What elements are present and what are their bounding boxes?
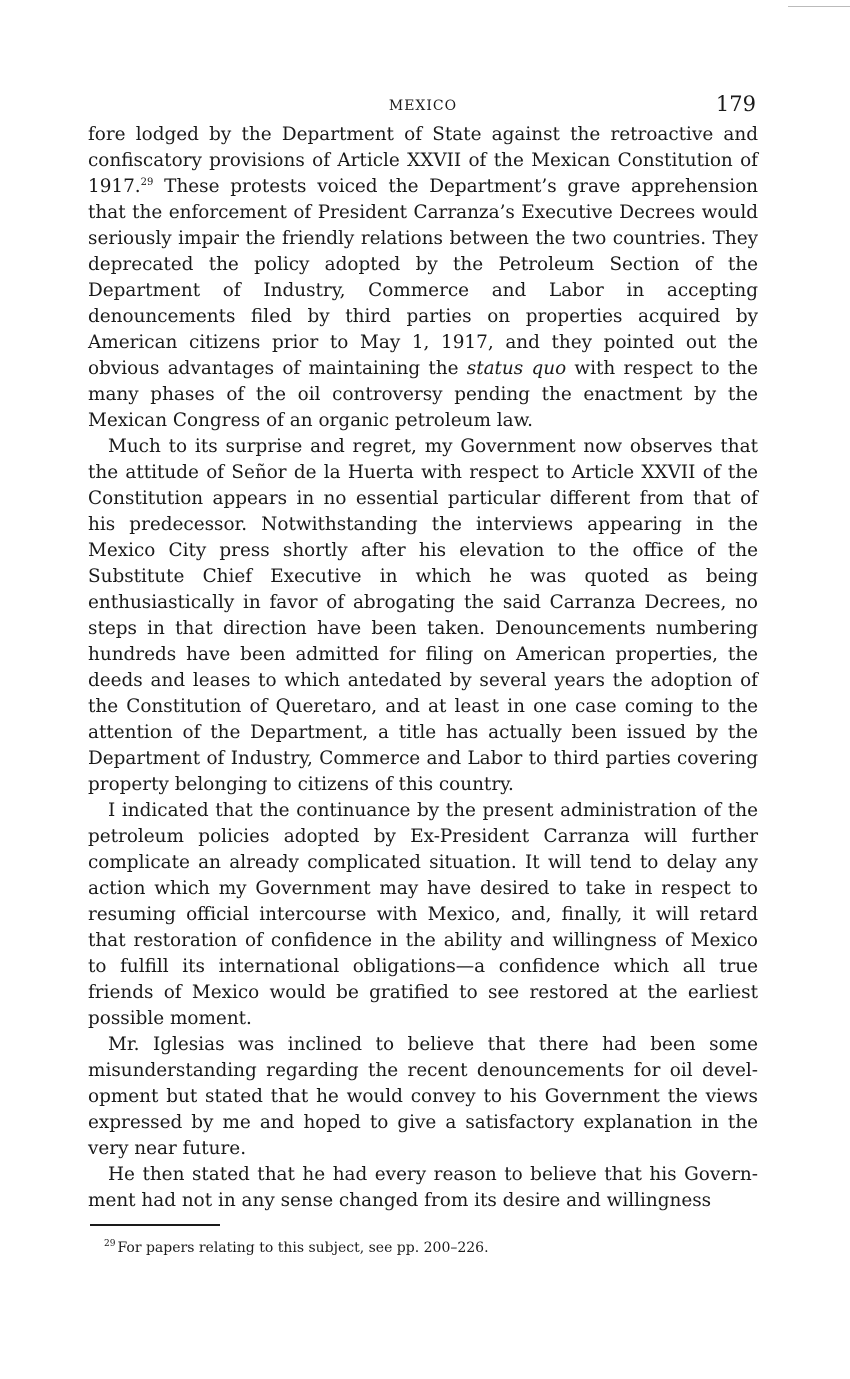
italic-phrase: status quo — [466, 358, 567, 379]
page-number: 179 — [715, 92, 756, 116]
footnote-divider — [90, 1224, 220, 1226]
paragraph-1-part-c: with respect to the many phases of the oil controversy pending the enactment by the Mexican Congress of an organic petroleum law. — [88, 358, 759, 431]
paragraph-3: I indicated that the continuance by the present administration of the petroleum policies adopted by Ex-President Carranza will further complicate an already complicated situation. It will tend to delay any action which my Government may have desired to take in respect to resuming official intercourse with Mexico, and, finally, it will retard that restoration of confidence in the ability and willingness of Mexico to fulfill its international obligations—a confidence which all true friends of Mexico would be gratified to see restored at the earliest possible moment. — [88, 800, 758, 1029]
footnote-text: For papers relating to this subject, see pp. 200–226. — [117, 1240, 489, 1256]
paragraph-5: He then stated that he had every reason to believe that his Government had not in any sense changed from its desire and willingness — [88, 1164, 758, 1211]
paragraph-4: Mr. Iglesias was inclined to believe that there had been some misunderstanding regarding the recent denouncements for oil development but stated that he would convey to his Government the views expressed by me and hoped to give a satisfactory explanation in the very near future. — [88, 1034, 758, 1159]
body-text — [88, 122, 758, 1214]
paragraph-2: Much to its surprise and regret, my Government now observes that the attitude of Señor de la Huerta with respect to Article XXVII of the Constitution appears in no essential particular different from that of his predecessor. Notwithstanding the interviews appearing in the Mexico City press shortly after his elevation to the office of the Substitute Chief Executive in which he was quoted as being enthusiastically in favor of abrogating the said Carranza Decrees, no steps in that direction have been taken. Denouncements numbering hundreds have been admitted for filing on American properties, the deeds and leases to which antedated by several years the adoption of the Constitution of Queretaro, and at least in one case coming to the attention of the Department, a title has actually been issued by the Department of Industry, Commerce and Labor to third parties covering property belonging to citizens of this country. — [88, 436, 758, 795]
paragraph-1 — [88, 122, 758, 434]
footnote-reference[interactable]: 29 — [140, 176, 154, 188]
footnote — [104, 1239, 758, 1257]
paragraph-1-part-a: fore lodged by the Department of State against the retroactive and confiscatory provisions of Article XXVII of the Mexican Constitution of 1917. — [88, 124, 758, 197]
running-title: MEXICO — [388, 98, 458, 114]
running-head — [88, 90, 758, 122]
footnote-mark: 29 — [104, 1239, 116, 1250]
scan-edge-line — [788, 6, 850, 7]
paragraph-1-part-b: These protests voiced the Department’s grave apprehension that the enforcement of President Carranza’s Executive Decrees would seriously impair the friendly relations between the two countries. They deprecated the policy adopted by the Petroleum Section of the Department of Industry, Commerce and Labor in accepting denouncements filed by third parties on properties acquired by American citizens prior to May 1, 1917, and they pointed out the obvious advantages of maintaining the — [88, 176, 758, 379]
document-page — [88, 90, 758, 1257]
